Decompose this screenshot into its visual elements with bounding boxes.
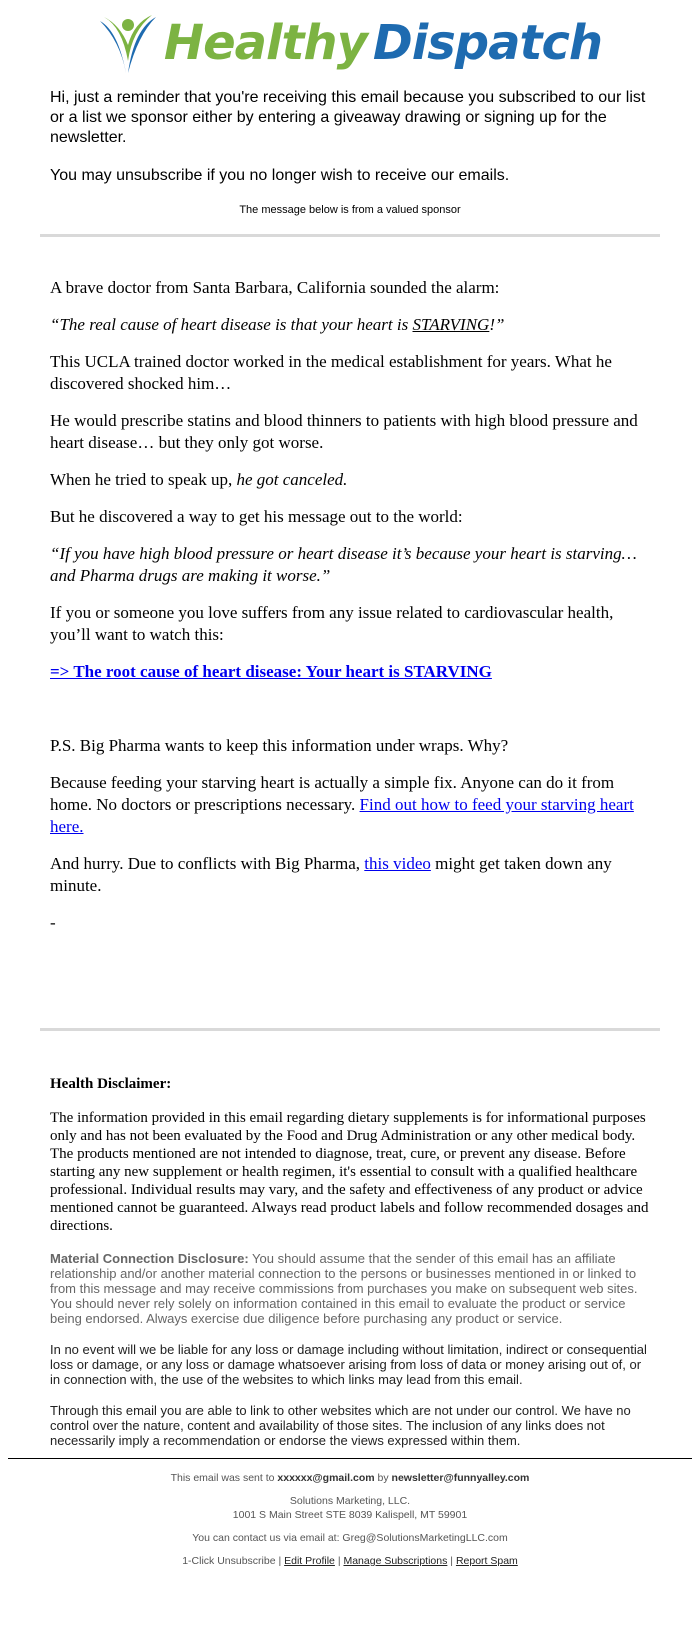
ps-paragraph: P.S. Big Pharma wants to keep this information under wraps. Why? — [50, 736, 509, 755]
unsubscribe-notice: You may unsubscribe if you no longer wish to receive our emails. — [50, 167, 510, 184]
paragraph: But he discovered a way to get his message out to the world: — [50, 507, 463, 526]
paragraph: This UCLA trained doctor worked in the medical establishment for years. What he discovered shocked him… — [50, 352, 612, 393]
this-video-link[interactable]: this video — [364, 854, 431, 873]
disclaimer — [0, 1031, 700, 1448]
person-v-icon — [98, 11, 158, 75]
paragraph: If you or someone you love suffers from any issue related to cardiovascular health, you’ll want to watch this: — [50, 603, 614, 644]
paragraph: A brave doctor from Santa Barbara, California sounded the alarm: — [50, 278, 500, 297]
contact-info: You can contact us via email at: Greg@SolutionsMarketingLLC.com — [192, 1532, 508, 1544]
disclaimer-text: The information provided in this email regarding dietary supplements is for informational purposes only and has not been evaluated by the Food and Drug Administration or any other medical body. The products mentioned are not intended to diagnose, treat, cure, or prevent any disease. Before starting any new supplement or health regimen, it's essential to consult with a qualified healthcare professional. Individual results may vary, and the safety and effectiveness of any product or advice mentioned cannot be guaranteed. Always read product labels and follow recommended dosages and directions. — [50, 1110, 649, 1234]
dash: - — [50, 913, 56, 932]
logo — [0, 0, 700, 84]
report-spam-link[interactable]: Report Spam — [455, 1555, 518, 1567]
company-address: Solutions Marketing, LLC. 1001 S Main Street STE 8039 Kalispell, MT 59901 — [232, 1495, 468, 1521]
footer — [0, 1459, 700, 1568]
disclaimer-title: Health Disclaimer: — [50, 1076, 172, 1092]
sponsor-notice: The message below is from a valued sponsor — [239, 204, 461, 216]
quote: “If you have high blood pressure or heart disease it’s because your heart is starving… and Pharma drugs are making it worse.” — [50, 544, 637, 585]
paragraph: When he tried to speak up, he got canceled. — [50, 470, 348, 489]
unsubscribe-link[interactable]: 1-Click Unsubscribe — [182, 1555, 276, 1567]
feed-heart-link[interactable]: Find out how to feed your starving heart here. — [50, 795, 634, 836]
manage-subscriptions-link[interactable]: Manage Subscriptions — [343, 1555, 448, 1567]
paragraph: Because feeding your starving heart is actually a simple fix. Anyone can do it from home. No doctors or prescriptions necessary. Find out how to feed your starving heart here. — [50, 773, 634, 836]
paragraph: And hurry. Due to conflicts with Big Pharma, this video might get taken down any minute. — [50, 854, 612, 895]
logo-word-dispatch: Dispatch — [372, 15, 603, 71]
links-text: Through this email you are able to link to other websites which are not under our control. We have no control over the nature, content and availability of those sites. The inclusion of any links does not necessarily imply a recommendation or endorse the views expressed within them. — [50, 1403, 631, 1448]
logo-word-healthy: Healthy — [163, 15, 367, 71]
material-disclosure: Material Connection Disclosure: You should assume that the sender of this email has an affiliate relationship and/or another material connection to the persons or businesses mentioned in or linked to from this message and may receive commissions from purchases you make on subsequent web sites. You should never rely solely on information contained in this email to evaluate the product or service being endorsed. Always exercise due diligence before purchasing any product or service. — [50, 1251, 638, 1326]
sent-to: This email was sent to xxxxxx@gmail.com by newsletter@funnyalley.com — [170, 1472, 530, 1484]
liability-text: In no event will we be liable for any loss or damage including without limitation, indirect or consequential loss or damage, or any loss or damage whatsoever arising from loss of data or money arising out of, or in connection with, the use of the websites to which links may lead from this email. — [50, 1342, 647, 1387]
paragraph: He would prescribe statins and blood thinners to patients with high blood pressure and heart disease… but they only got worse. — [50, 411, 638, 452]
footer-links: 1-Click Unsubscribe | Edit Profile | Manage Subscriptions | Report Spam — [182, 1555, 518, 1567]
main-cta-link[interactable]: => The root cause of heart disease: Your heart is STARVING — [50, 662, 492, 681]
quote: “The real cause of heart disease is that your heart is STARVING!” — [50, 315, 505, 334]
edit-profile-link[interactable]: Edit Profile — [284, 1555, 335, 1567]
message-body — [0, 237, 700, 934]
subscription-notice: Hi, just a reminder that you're receiving this email because you subscribed to our list or a list we sponsor either by entering a giveaway drawing or signing up for the newsletter. — [50, 89, 646, 146]
